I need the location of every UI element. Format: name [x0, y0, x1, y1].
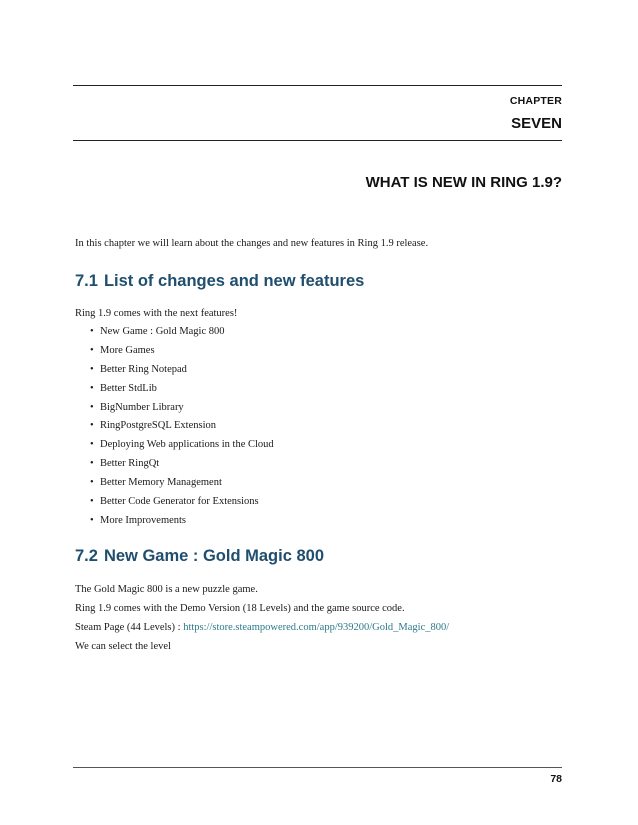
paragraph-select-level: We can select the level [75, 641, 171, 652]
section-heading-7-2 [75, 547, 324, 566]
list-item: • New Game : Gold Magic 800 [90, 326, 225, 337]
bullet-icon: • [90, 477, 94, 489]
header-top-rule [73, 85, 562, 86]
bullet-icon: • [90, 344, 94, 356]
chapter-label: CHAPTER [509, 95, 562, 107]
features-list [90, 325, 274, 533]
section-number: 7.2 [75, 547, 98, 565]
steam-page-link[interactable]: https://store.steampowered.com/app/939200/Gold_Magic_800/ [183, 622, 450, 633]
list-item: • RingPostgreSQL Extension [90, 420, 216, 432]
bullet-icon: • [90, 382, 94, 394]
list-item: • Better Code Generator for Extensions [90, 496, 259, 508]
section-title: New Game : Gold Magic 800 [103, 547, 325, 565]
intro-paragraph: In this chapter we will learn about the changes and new features in Ring 1.9 release. [75, 238, 429, 249]
bullet-icon: • [90, 439, 94, 451]
paragraph-demo-version: Ring 1.9 comes with the Demo Version (18 Levels) and the game source code. [75, 603, 405, 614]
list-item: • Better StdLib [90, 382, 157, 394]
list-item: • Deploying Web applications in the Cloud [90, 439, 274, 451]
list-item: • Better Memory Management [90, 477, 222, 489]
list-item: • More Games [90, 344, 155, 356]
section-heading-7-1 [75, 272, 364, 291]
bullet-icon: • [90, 363, 94, 375]
chapter-title: WHAT IS NEW IN RING 1.9? [365, 174, 562, 191]
footer-rule [73, 767, 562, 768]
list-item: • Better RingQt [90, 458, 160, 470]
list-item: • BigNumber Library [90, 401, 184, 413]
bullet-icon: • [90, 326, 94, 337]
page-number: 78 [550, 773, 562, 785]
list-item: • More Improvements [90, 514, 187, 526]
bullet-icon: • [90, 420, 94, 432]
section-number: 7.1 [75, 272, 98, 290]
paragraph-game-intro: The Gold Magic 800 is a new puzzle game. [75, 584, 258, 595]
section-lead-paragraph: Ring 1.9 comes with the next features! [75, 308, 238, 319]
bullet-icon: • [90, 401, 94, 413]
bullet-icon: • [90, 496, 94, 508]
paragraph-steam-page: Steam Page (44 Levels) : https://store.steampowered.com/app/939200/Gold_Magic_800/ [75, 622, 450, 633]
bullet-icon: • [90, 458, 94, 470]
bullet-icon: • [90, 514, 94, 526]
list-item: • Better Ring Notepad [90, 363, 187, 375]
chapter-number: SEVEN [511, 115, 562, 132]
section-title: List of changes and new features [103, 272, 365, 290]
header-bottom-rule [73, 140, 562, 141]
